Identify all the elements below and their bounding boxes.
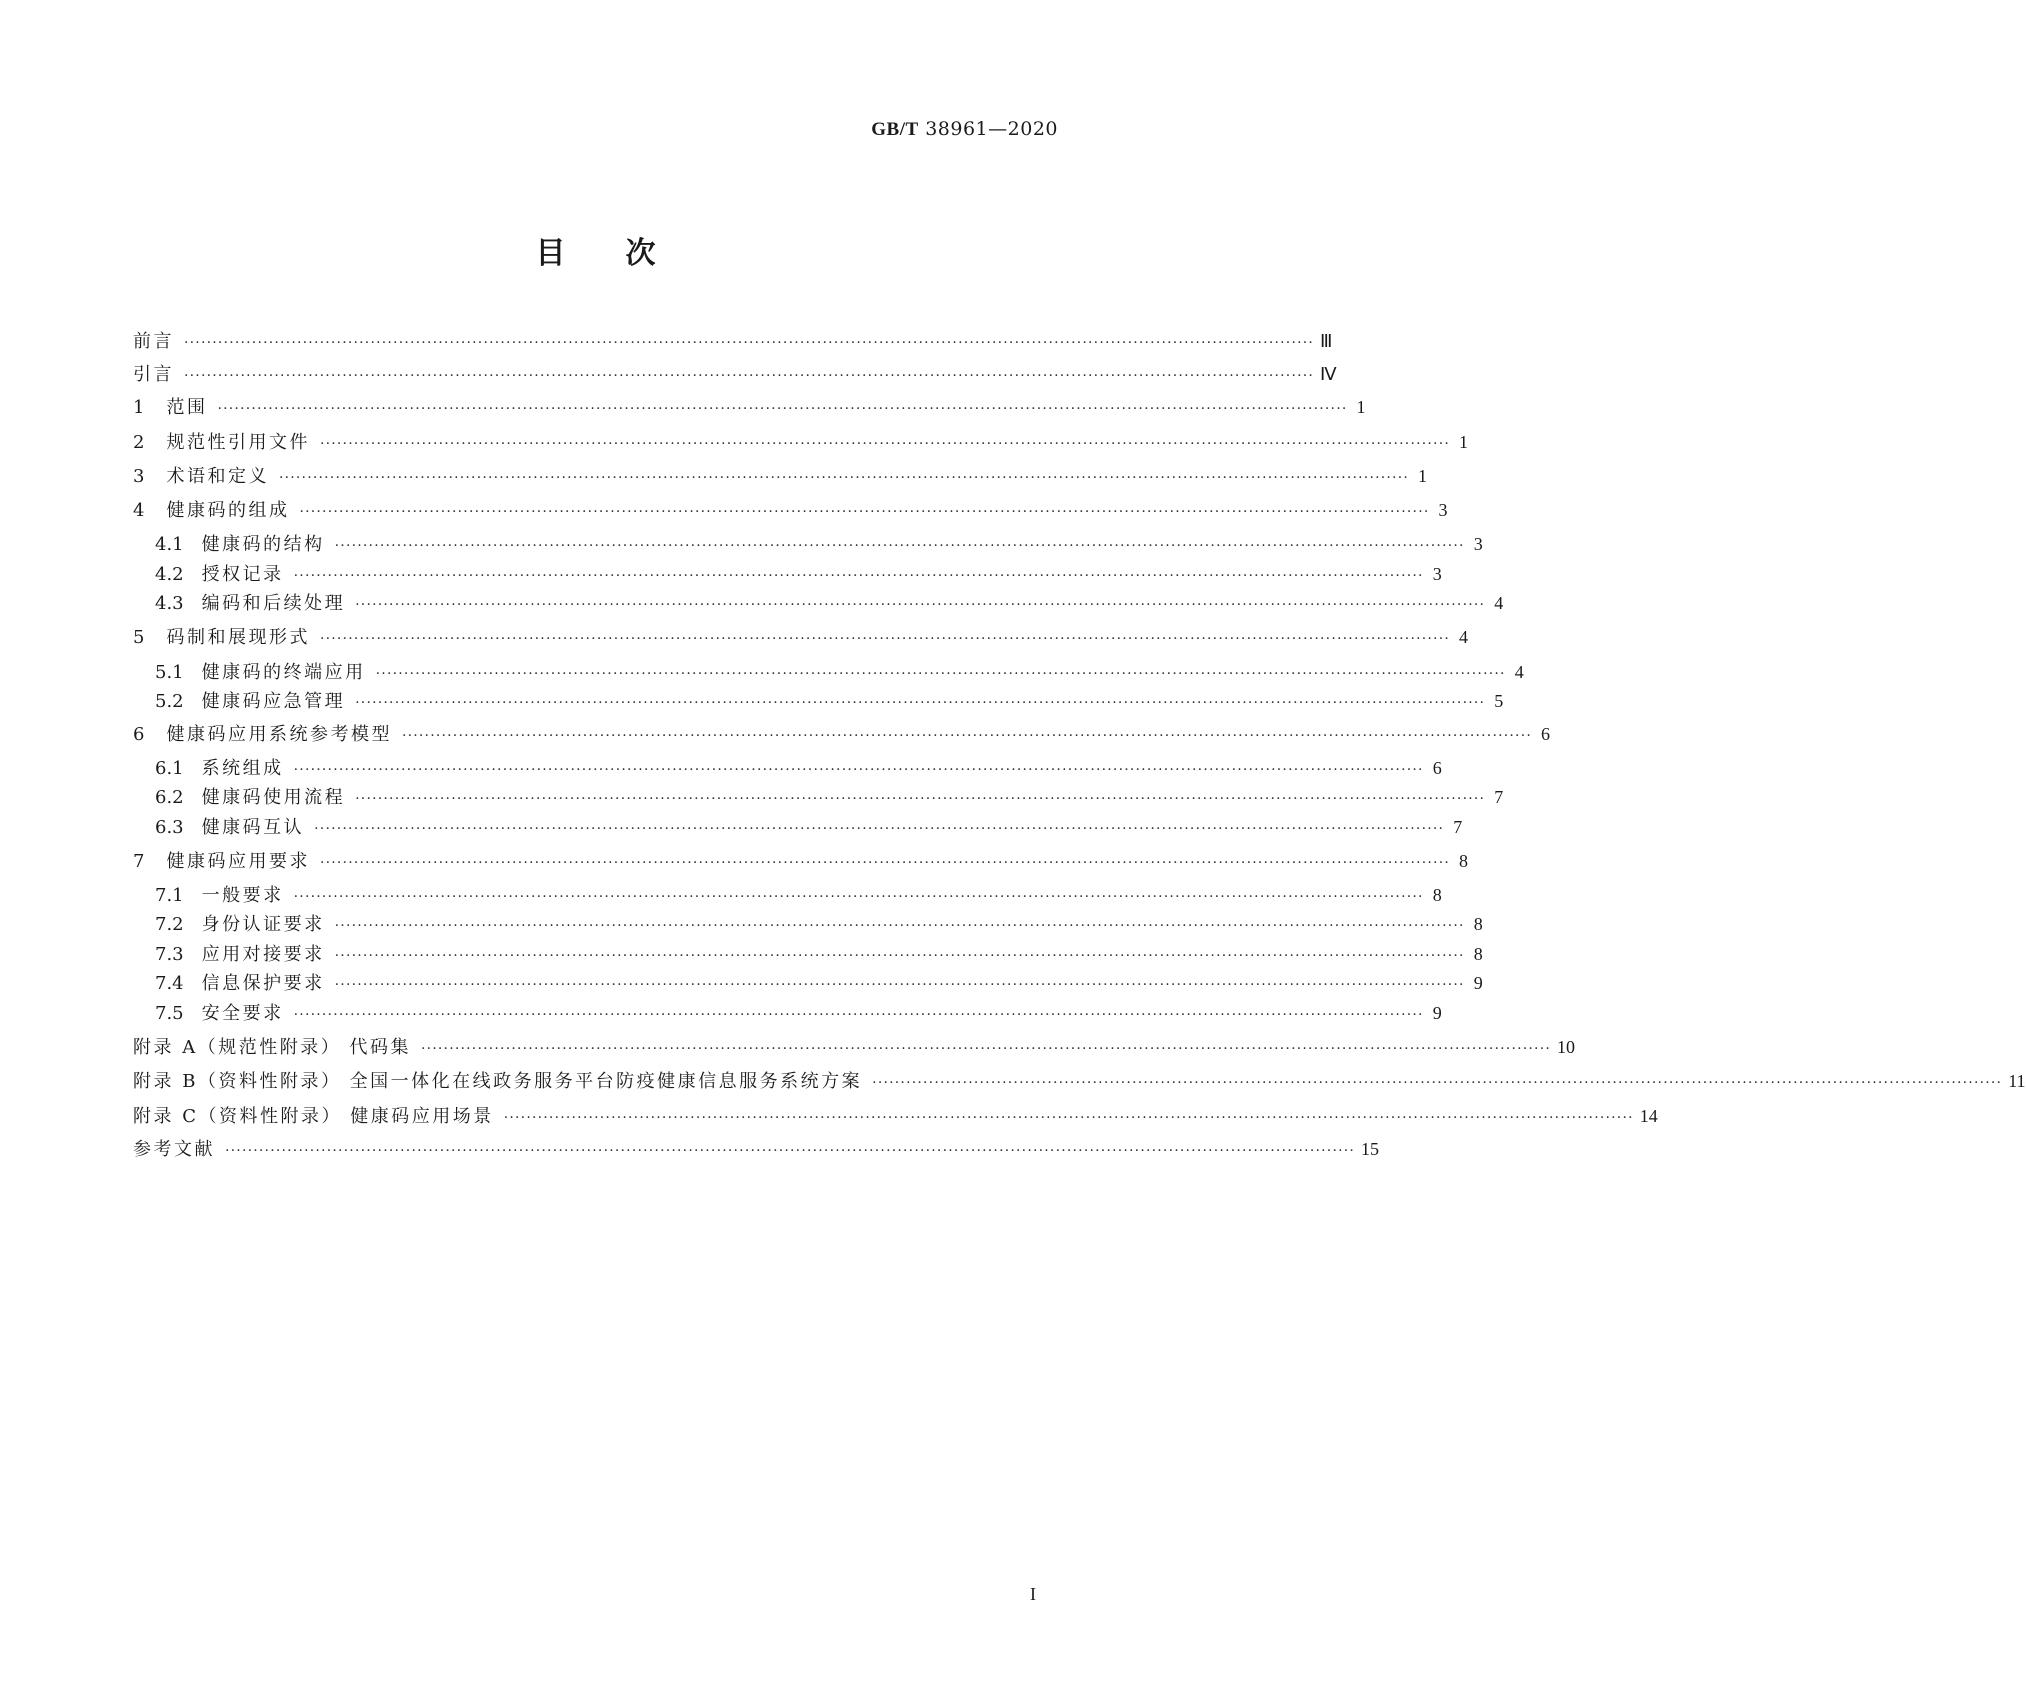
toc-entry[interactable] xyxy=(155,590,1504,616)
toc-leader-dots: ········································································································································································································ xyxy=(225,1143,1356,1159)
toc-entry-title: 前言 xyxy=(133,331,174,352)
toc-entry[interactable] xyxy=(155,941,1483,967)
toc-entry[interactable] xyxy=(155,531,1483,557)
toc-entry-number: 7.4 xyxy=(155,973,184,994)
toc-entry-number: 6.1 xyxy=(155,758,184,779)
toc-entry-title: 术语和定义 xyxy=(166,466,269,487)
toc-entry-page: 8 xyxy=(1432,885,1442,905)
toc-leader-dots: ········································································································································································································ xyxy=(420,1041,1551,1057)
toc-leader-dots: ········································································································································································································ xyxy=(299,504,1430,520)
toc-entry-number: 1 xyxy=(133,397,145,418)
toc-leader-dots: ········································································································································································································ xyxy=(319,855,1450,871)
toc-entry-page: 8 xyxy=(1473,944,1483,964)
toc-entry-page: Ⅳ xyxy=(1320,364,1337,384)
toc-entry-number: 4 xyxy=(133,500,145,521)
toc-entry[interactable] xyxy=(133,1103,1658,1129)
toc-leader-dots: ········································································································································································································ xyxy=(217,401,1348,417)
toc-entry[interactable] xyxy=(133,361,1337,387)
toc-leader-dots: ········································································································································································································ xyxy=(355,597,1486,613)
toc-entry-page: 3 xyxy=(1438,500,1448,520)
toc-entry-page: 4 xyxy=(1459,627,1468,647)
toc-entry-number: 7.5 xyxy=(155,1003,184,1024)
toc-entry-title: 规范性引用文件 xyxy=(166,432,310,453)
toc-entry[interactable] xyxy=(133,1136,1380,1162)
document-id xyxy=(871,118,1058,141)
toc-entry[interactable] xyxy=(155,755,1442,781)
toc-entry-title: 附录 C（资料性附录） 健康码应用场景 xyxy=(133,1106,494,1127)
toc-entry-page: 4 xyxy=(1514,662,1524,682)
toc-entry[interactable] xyxy=(155,970,1483,996)
toc-leader-dots: ········································································································································································································ xyxy=(293,1007,1424,1023)
toc-entry-page: 3 xyxy=(1432,564,1442,584)
toc-entry-page: 7 xyxy=(1453,817,1463,837)
toc-entry-page: 8 xyxy=(1473,914,1483,934)
toc-leader-dots: ········································································································································································································ xyxy=(334,918,1465,934)
toc-entry-page: 5 xyxy=(1494,691,1504,711)
toc-entry-page: 1 xyxy=(1418,466,1427,486)
toc-entry-title: 引言 xyxy=(133,364,174,385)
toc-entry-title: 信息保护要求 xyxy=(201,973,325,994)
toc-entry-page: 15 xyxy=(1361,1139,1380,1159)
toc-leader-dots: ········································································································································································································ xyxy=(872,1075,2003,1091)
toc-entry-number: 4.1 xyxy=(155,534,184,555)
toc-leader-dots: ········································································································································································································ xyxy=(293,889,1424,905)
toc-entry-page: 6 xyxy=(1541,724,1550,744)
toc-entry[interactable] xyxy=(155,1000,1442,1026)
toc-entry-title: 身份认证要求 xyxy=(201,914,325,935)
toc-entry[interactable] xyxy=(155,911,1483,937)
toc-entry-number: 6.2 xyxy=(155,787,184,808)
toc-entry-title: 编码和后续处理 xyxy=(201,593,346,614)
toc-entry[interactable] xyxy=(133,497,1448,523)
toc-entry-title: 码制和展现形式 xyxy=(166,627,310,648)
toc-entry-title: 附录 A（规范性附录） 代码集 xyxy=(133,1037,411,1058)
toc-entry[interactable] xyxy=(133,1068,2026,1094)
toc-leader-dots: ········································································································································································································ xyxy=(314,821,1445,837)
page-title: 目次 xyxy=(535,236,716,271)
toc-entry-page: 4 xyxy=(1494,593,1504,613)
toc-entry-number: 7 xyxy=(133,851,145,872)
toc-leader-dots: ········································································································································································································ xyxy=(375,666,1506,682)
toc-entry-number: 4.2 xyxy=(155,564,184,585)
toc-entry[interactable] xyxy=(133,463,1427,489)
toc-entry-number: 7.3 xyxy=(155,944,184,965)
toc-leader-dots: ········································································································································································································ xyxy=(334,948,1465,964)
toc-entry-number: 5 xyxy=(133,627,145,648)
toc-entry-number: 5.2 xyxy=(155,691,184,712)
toc-entry-number: 5.1 xyxy=(155,662,184,683)
toc-entry-number: 7.1 xyxy=(155,885,184,906)
toc-entry-number: 6.3 xyxy=(155,817,184,838)
toc-entry-title: 健康码的组成 xyxy=(166,500,290,521)
toc-entry[interactable] xyxy=(133,429,1468,455)
toc-leader-dots: ········································································································································································································ xyxy=(334,538,1465,554)
toc-entry-number: 7.2 xyxy=(155,914,184,935)
toc-entry-page: 9 xyxy=(1473,973,1483,993)
toc-entry-page: 6 xyxy=(1432,758,1442,778)
toc-leader-dots: ········································································································································································································ xyxy=(334,977,1465,993)
toc-entry-page: 1 xyxy=(1459,432,1468,452)
toc-entry-title: 范围 xyxy=(166,397,208,418)
toc-entry-title: 健康码使用流程 xyxy=(201,787,346,808)
toc-leader-dots: ········································································································································································································ xyxy=(319,436,1450,452)
toc-entry-title: 健康码互认 xyxy=(201,817,305,838)
toc-entry-title: 参考文献 xyxy=(133,1139,215,1160)
toc-leader-dots: ········································································································································································································ xyxy=(184,368,1315,384)
toc-leader-dots: ········································································································································································································ xyxy=(293,568,1424,584)
page-number: I xyxy=(1030,1584,1036,1604)
toc-leader-dots: ········································································································································································································ xyxy=(184,335,1315,351)
toc-entry-title: 健康码的结构 xyxy=(201,534,325,555)
toc-entry-page: 3 xyxy=(1473,534,1483,554)
toc-leader-dots: ········································································································································································································ xyxy=(278,470,1409,486)
toc-entry-title: 健康码的终端应用 xyxy=(201,662,366,683)
doc-prefix: GB/T xyxy=(871,119,919,140)
toc-entry-number: 3 xyxy=(133,466,145,487)
toc-entry[interactable] xyxy=(155,561,1442,587)
toc-entry-page: 10 xyxy=(1557,1037,1575,1057)
toc-entry-page: 1 xyxy=(1356,397,1366,417)
toc-entry-page: Ⅲ xyxy=(1320,331,1333,351)
toc-entry-number: 4.3 xyxy=(155,593,184,614)
toc-entry[interactable] xyxy=(133,848,1468,874)
toc-leader-dots: ········································································································································································································ xyxy=(503,1110,1634,1126)
toc-entry-number: 6 xyxy=(133,724,145,745)
toc-leader-dots: ········································································································································································································ xyxy=(355,695,1486,711)
toc-entry[interactable] xyxy=(155,784,1504,810)
toc-entry-title: 健康码应急管理 xyxy=(201,691,346,712)
toc-entry-title: 健康码应用系统参考模型 xyxy=(166,724,392,745)
toc-entry-title: 附录 B（资料性附录） 全国一体化在线政务服务平台防疫健康信息服务系统方案 xyxy=(133,1071,863,1092)
toc-entry[interactable] xyxy=(155,814,1463,840)
toc-entry-title: 授权记录 xyxy=(201,564,284,585)
toc-entry-page: 11 xyxy=(2008,1071,2026,1091)
toc-entry-page: 7 xyxy=(1494,787,1504,807)
toc-entry[interactable] xyxy=(133,394,1366,420)
toc-entry-page: 9 xyxy=(1432,1003,1442,1023)
toc-leader-dots: ········································································································································································································ xyxy=(319,631,1450,647)
toc-leader-dots: ········································································································································································································ xyxy=(355,791,1486,807)
toc-entry[interactable] xyxy=(155,688,1504,714)
toc-leader-dots: ········································································································································································································ xyxy=(401,728,1532,744)
toc-entry[interactable] xyxy=(133,1034,1575,1060)
toc-entry-page: 8 xyxy=(1459,851,1468,871)
toc-leader-dots: ········································································································································································································ xyxy=(293,762,1424,778)
toc-entry[interactable] xyxy=(155,882,1442,908)
toc-entry[interactable] xyxy=(133,721,1550,747)
toc-entry-page: 14 xyxy=(1639,1106,1658,1126)
toc-entry-number: 2 xyxy=(133,432,145,453)
toc-entry[interactable] xyxy=(133,328,1333,354)
toc-entry[interactable] xyxy=(155,659,1524,685)
toc-entry-title: 应用对接要求 xyxy=(201,944,325,965)
toc-entry[interactable] xyxy=(133,624,1468,650)
toc-entry-title: 健康码应用要求 xyxy=(166,851,310,872)
toc-entry-title: 安全要求 xyxy=(201,1003,284,1024)
doc-number: 38961—2020 xyxy=(925,118,1058,140)
toc-entry-title: 系统组成 xyxy=(201,758,284,779)
toc-entry-title: 一般要求 xyxy=(201,885,284,906)
